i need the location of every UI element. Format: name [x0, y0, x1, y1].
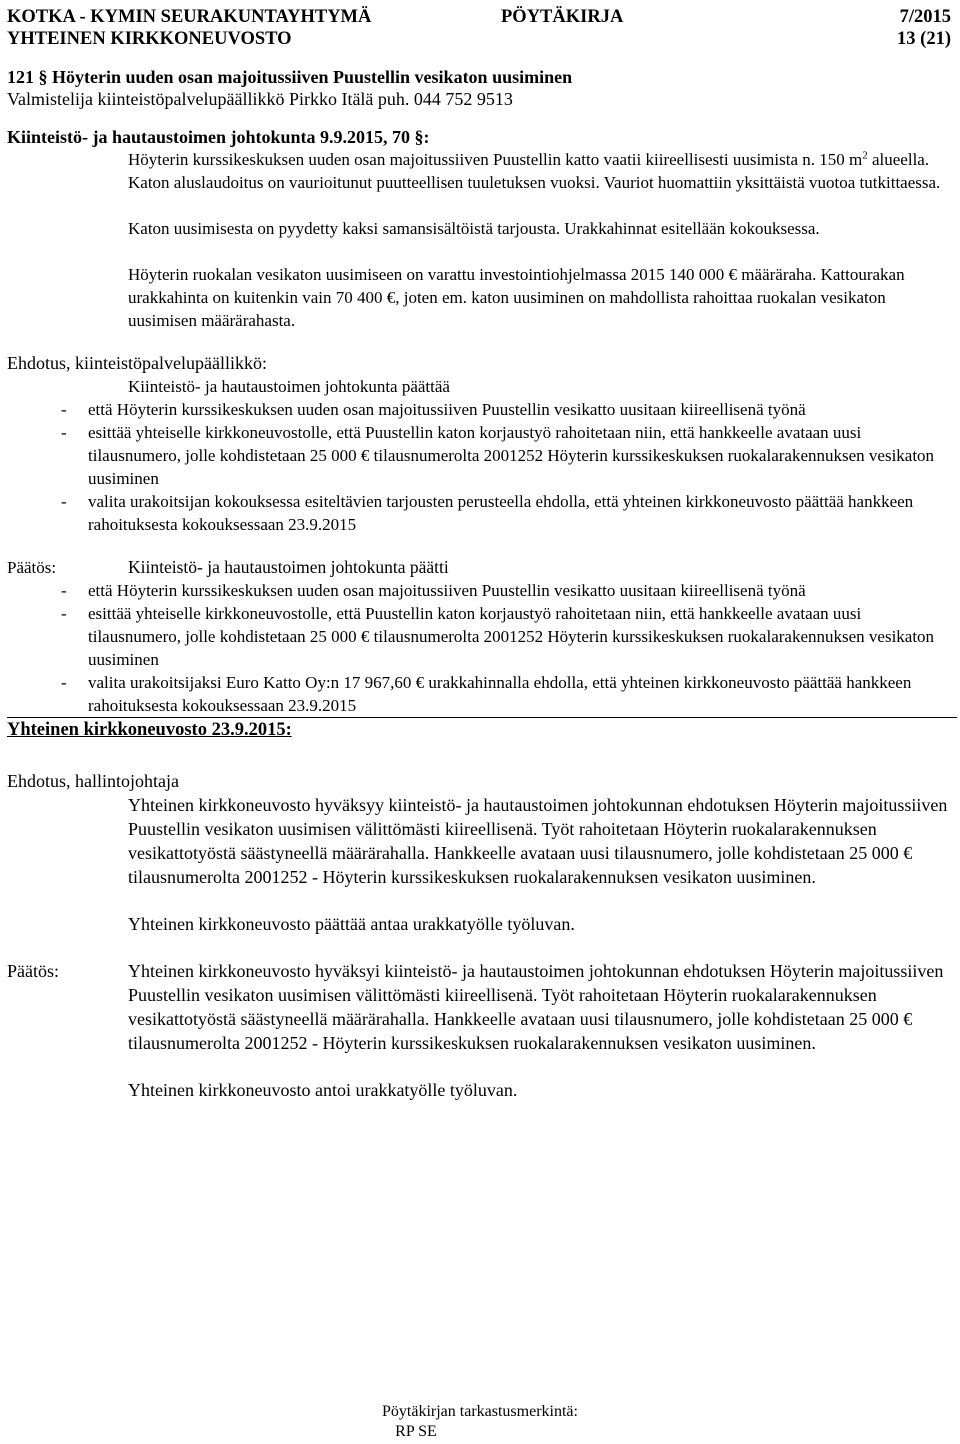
proposal1-list	[7, 398, 957, 536]
decision2-block	[7, 959, 957, 1102]
decision2-label: Päätös:	[7, 961, 59, 981]
preparer-line: Valmistelija kiinteistöpalvelupäällikkö Pirkko Itälä puh. 044 752 9513	[7, 89, 513, 109]
proposal1-intro: Kiinteistö- ja hautaustoimen johtokunta päättää	[128, 377, 450, 396]
doc-number: 7/2015	[899, 7, 951, 27]
list-item: - valita urakoitsijan kokouksessa esiteltävien tarjousten perusteella ehdolla, että yhteinen kirkkoneuvosto päättää hankkeen rahoituksesta kokouksessaan 23.9.2015	[61, 492, 914, 534]
committee-paragraph-1: Höyterin kurssikeskuksen uuden osan majoitussiiven Puustellin katto vaatii kiireellisesti uusimista n. 150 $m^2$ alueella. Katon aluslaudoitus on vaurioitunut puutteellisen tuuletuksen vuoksi. Vauriot huomattiin yksittäistä vuotoa tutkittaessa.	[128, 149, 941, 192]
header-row-1	[7, 6, 957, 28]
list-item: - esittää yhteiselle kirkkoneuvostolle, että Puustellin katon korjaustyö rahoitetaan niin, että hankkeelle avataan uusi tilausnumero, jolle kohdistetaan 25 000 € tilausnumerolta 2001252 Höyterin kurssikeskuksen ruokalarakennuksen vesikaton uusiminen	[61, 604, 935, 669]
proposal2-paragraph-2: Yhteinen kirkkoneuvosto päättää antaa urakkatyölle työluvan.	[128, 914, 575, 934]
council-name: YHTEINEN KIRKKONEUVOSTO	[7, 29, 292, 49]
doc-type: PÖYTÄKIRJA	[501, 7, 624, 27]
org-name: KOTKA - KYMIN SEURAKUNTAYHTYMÄ	[7, 7, 372, 27]
decision1-label: Päätös:	[7, 558, 57, 577]
proposal2-paragraph-1: Yhteinen kirkkoneuvosto hyväksyy kiinteistö- ja hautaustoimen johtokunnan ehdotuksen Höyterin majoitussiiven Puustellin vesikaton uusimisen välittömästi kiireellisenä. Työt rahoitetaan Höyterin ruokalarakennuksen vesikattotyöstä säästyneellä määrärahalla. Hankkeelle avataan uusi tilausnumero, jolle kohdistetaan 25 000 € tilausnumerolta 2001252 - Höyterin kurssikeskuksen ruokalarakennuksen vesikaton uusiminen.	[128, 795, 948, 887]
document-page	[7, 6, 957, 1102]
list-item: - valita urakoitsijaksi Euro Katto Oy:n 17 967,60 € urakkahinnalla ehdolla, että yhteinen kirkkoneuvosto päättää hankkeen rahoituksesta kokouksessaan 23.9.2015	[61, 673, 912, 715]
committee-paragraph-2: Katon uusimisesta on pyydetty kaksi samansisältöistä tarjousta. Urakkahinnat esitellään kokouksessa.	[128, 219, 820, 238]
decision1-block	[7, 556, 957, 718]
footer-initials: RP SE	[395, 1423, 437, 1440]
page-number: 13 (21)	[897, 29, 951, 49]
decision2-paragraph-1: Yhteinen kirkkoneuvosto hyväksyi kiinteistö- ja hautaustoimen johtokunnan ehdotuksen Höyterin majoitussiiven Puustellin vesikaton uusimisen välittömästi kiireellisenä. Työt rahoitetaan Höyterin ruokalarakennuksen vesikattotyöstä säästyneellä määrärahalla. Hankkeelle avataan uusi tilausnumero, jolle kohdistetaan 25 000 € tilausnumerolta 2001252 - Höyterin kurssikeskuksen ruokalarakennuksen vesikaton uusiminen.	[128, 961, 944, 1053]
decision2-paragraph-2: Yhteinen kirkkoneuvosto antoi urakkatyölle työluvan.	[128, 1080, 518, 1100]
proposal2-label: Ehdotus, hallintojohtaja	[7, 771, 179, 791]
list-item: - että Höyterin kurssikeskuksen uuden osan majoitussiiven Puustellin vesikatto uusitaan kiireellisenä työnä	[61, 400, 806, 419]
section-title: 121 § Höyterin uuden osan majoitussiiven Puustellin vesikaton uusiminen	[7, 67, 573, 87]
decision1-list	[7, 579, 957, 717]
proposal1-label: Ehdotus, kiinteistöpalvelupäällikkö:	[7, 353, 267, 373]
list-item: - esittää yhteiselle kirkkoneuvostolle, että Puustellin katon korjaustyö rahoitetaan niin, että hankkeelle avataan uusi tilausnumero, jolle kohdistetaan 25 000 € tilausnumerolta 2001252 Höyterin kurssikeskuksen ruokalarakennuksen vesikaton uusiminen	[61, 423, 935, 488]
decision1-intro: Kiinteistö- ja hautaustoimen johtokunta päätti	[128, 557, 449, 577]
footer-label: Pöytäkirjan tarkastusmerkintä:	[382, 1403, 578, 1420]
council-meeting-heading: Yhteinen kirkkoneuvosto 23.9.2015:	[7, 720, 292, 740]
header-row-2	[7, 28, 957, 50]
committee-paragraph-3: Höyterin ruokalan vesikaton uusimiseen on varattu investointiohjelmassa 2015 140 000 € määräraha. Kattourakan urakkahinta on kuitenkin vain 70 400 €, joten em. katon uusiminen on mahdollista rahoittaa ruokalan vesikaton uusimisen määrärahasta.	[128, 265, 905, 330]
committee-heading: Kiinteistö- ja hautaustoimen johtokunta 9.9.2015, 70 §:	[7, 127, 430, 147]
list-item: - että Höyterin kurssikeskuksen uuden osan majoitussiiven Puustellin vesikatto uusitaan kiireellisenä työnä	[61, 581, 806, 600]
